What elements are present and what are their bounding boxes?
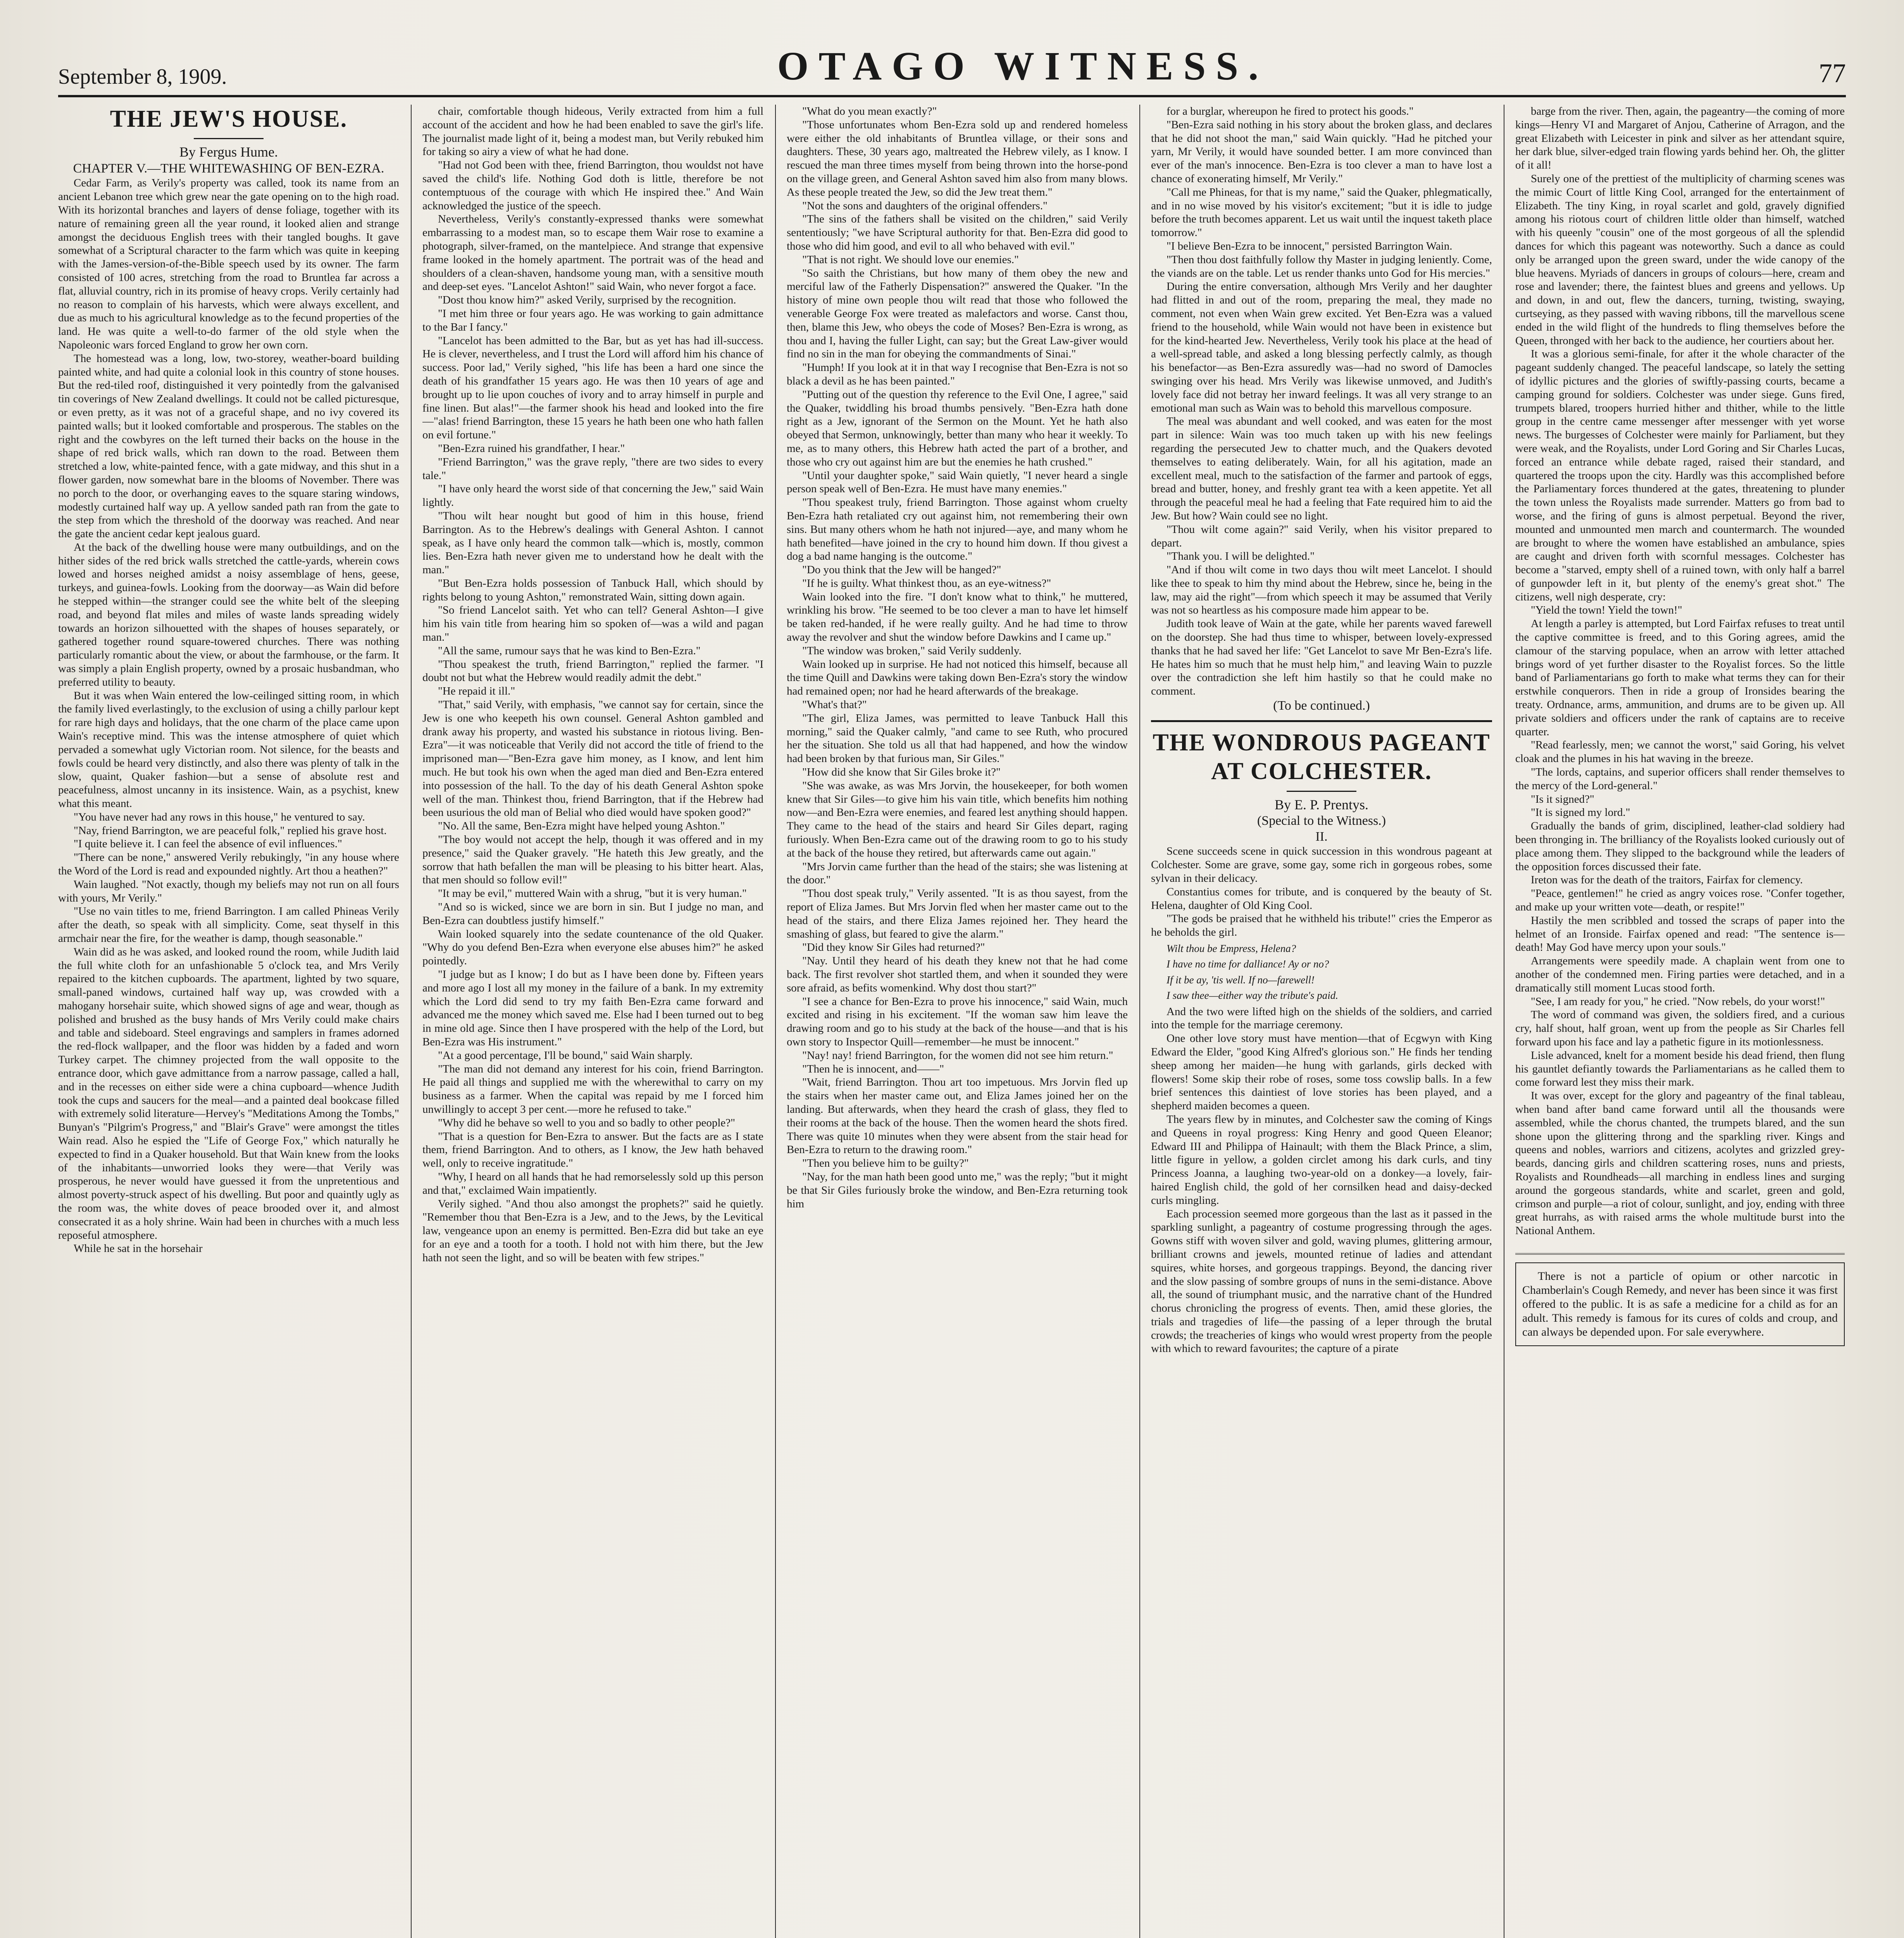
paragraph: Judith took leave of Wain at the gate, while her parents waved farewell on the doorstep. She had thus time to whisper, between lovely-expressed thanks that he had saved her life: "Get Lancelot to save Mr Ben-Ezra's life. He hates him so much that he must help him," and leaving Wain to puzzle over the contradiction she left him hastily so that he could make no comment. bbox=[1151, 617, 1492, 698]
verse-line: Wilt thou be Empress, Helena? bbox=[1167, 943, 1296, 954]
title-rule bbox=[1287, 791, 1356, 792]
paragraph: "It may be evil," muttered Wain with a shrug, "but it is very human." bbox=[438, 887, 747, 900]
paragraph: Wain did as he was asked, and looked round the room, while Judith laid the full white cloth for an unfashionable 5 o'clock tea, and Mrs Verily repaired to the kitchen cupboards. The apartment, lighted by two square, small-paned windows, curtained half way up, was crowded with a mahogany horsehair suite, which showed signs of age and wear, though as polished and brushed as the busy hands of Mrs Verily could make chairs and table and sideboard. Steel engravings and samplers in frames adorned the red-flock wallpaper, and the floor was hidden by a faded and worn Turkey carpet. The chimney projected from the wall opposite to the entrance door, which gave admittance from a narrow passage, called a hall, and in the recesses on either side were a china cupboard—whence Judith took the cups and saucers for the meal—and a painted deal bookcase filled with extremely solid literature—Hervey's "Meditations Among the Tombs," Bunyan's "Pilgrim's Progress," and "Blair's Grave" were amongst the titles Wain read. Also he espied the "Life of George Fox," which naturally he expected to find in a Quaker household. But that Wain knew from the looks of the inhabitants—unworried looks they were—that Verily was prosperous, he never would have guessed it from the unpretentious and almost poverty-struck aspect of his dwelling. But poor and quaintly ugly as the room was, the white doves of peace brooded over it, and almost consecrated it as a holy shrine. Wain had been in churches with a much less reposeful atmosphere. bbox=[58, 945, 399, 1241]
paragraph: "Read fearlessly, men; we cannot the worst," said Goring, his velvet cloak and the plumes in his hat waving in the breeze. bbox=[1515, 739, 1845, 765]
verse-block bbox=[1151, 942, 1492, 1002]
paragraph: At the back of the dwelling house were many outbuildings, and on the hither sides of the red brick walls stretched the cattle-yards, wherein cows lowed and horses neighed amidst a noisy assemblage of hens, geese, turkeys, and guinea-fowls. Looking from the doorway—as Wain did before he stepped within—the stranger could see the white belt of the sleeping road, and beyond flat miles and miles of waste lands spreading widely towards an horizon silhouetted with the shapes of houses separately, or gathered together round square-towered churches. There was nothing particularly romantic about the view, or about the farmhouse, or the farm. It was simply a plain English property, owned by a prosaic husbandman, who preferred utility to beauty. bbox=[58, 541, 399, 688]
paragraph: "See, I am ready for you," he cried. "Now rebels, do your worst!" bbox=[1531, 995, 1825, 1008]
pageant-intro bbox=[1151, 845, 1492, 939]
paragraph: "And if thou wilt come in two days thou wilt meet Lancelot. I should like thee to speak to him thy mind about the Hebrew, since he, being in the law, may aid the right"—from which speech it may be assumed that Verily was not so heartless as his composure made him appear to be. bbox=[1151, 564, 1492, 617]
paragraph: "So saith the Christians, but how many of them obey the new and merciful law of the Fatherly Dispensation?" answered the Quaker. "In the history of mine own people thou wilt read that those who followed the venerable George Fox were treated as malefactors and worse. Canst thou, then, blame this Jew, who obeys the code of Moses? Ben-Ezra is wrong, as thou and I, having the fuller Light, can say; but the Great Law-giver would find no sin in the man for obeying the commandments of Sinai." bbox=[787, 267, 1128, 360]
paragraph: Each procession seemed more gorgeous than the last as it passed in the sparkling sunlight, a pageantry of costume progressing through the ages. Gowns stiff with woven silver and gold, waving plumes, glittering armour, brilliant crowns and jewels, mounted retinue of ladies and attendant squires, white horses, and gorgeous trappings. Beyond, the dancing river and the slow passing of sombre groups of nuns in the semi-distance. Above all, the sound of triumphant music, and the narrative chant of the Hundred chorus chronicling the progress of events. Then, amid these glories, the trials and tragedies of life—the passing of a leper through the brutal crowds; the treacheries of kings who would wrest property from the people with which to reward favourites; the capture of a pirate bbox=[1151, 1207, 1492, 1355]
paragraph: "I met him three or four years ago. He was working to gain admittance to the Bar I fancy." bbox=[422, 307, 763, 333]
paragraph: Lisle advanced, knelt for a moment beside his dead friend, then flung his gauntlet defiantly towards the Parliamentarians as he called them to come forward lest they miss their mark. bbox=[1515, 1049, 1845, 1089]
paragraph: Ireton was for the death of the traitors, Fairfax for clemency. bbox=[1531, 874, 1803, 886]
paragraph: "Then he is innocent, and——" bbox=[802, 1062, 944, 1075]
page-number: 77 bbox=[1818, 59, 1846, 88]
part-number: II. bbox=[1315, 829, 1328, 844]
paragraph: "I have only heard the worst side of that concerning the Jew," said Wain lightly. bbox=[422, 483, 763, 509]
newspaper-title: OTAGO WITNESS. bbox=[777, 44, 1269, 88]
paragraph: "The man did not demand any interest for his coin, friend Barrington. He paid all things and supplied me with the wherewithal to carry on my business as a farmer. When the capital was repaid by me I forced him unwillingly to accept 3 per cent.—more he refused to take." bbox=[422, 1062, 763, 1116]
paragraph: "Then you believe him to be guilty?" bbox=[802, 1157, 969, 1170]
column-1-body bbox=[58, 176, 399, 1255]
paragraph: "Putting out of the question thy reference to the Evil One, I agree," said the Quaker, twiddling his broad thumbs pensively. "Ben-Ezra hath done right as a Jew, ignorant of the Sermon on the Mount. Yet he hath also obeyed that Sermon, unknowingly, better than many who hear it weekly. To me, as to many others, this Hebrew hath acted the part of a brother, and those who cry out against him are but the enemies he hath crushed." bbox=[787, 388, 1128, 468]
paragraph: "The girl, Eliza James, was permitted to leave Tanbuck Hall this morning," said the Quaker calmly, "and came to see Ruth, who procured her the situation. She told us all that had happened, and how the window had been broken by that furious man, Sir Giles." bbox=[787, 712, 1128, 765]
column-divider bbox=[775, 105, 776, 1938]
paragraph: Wain looked into the fire. "I don't know what to think," he muttered, wrinkling his brow. "He seemed to be too clever a man to have let himself be taken red-handed, if he were really guilty. And he had time to throw away the revolver and shut the window before Dawkins and I came up." bbox=[787, 590, 1128, 644]
paragraph: "Thank you. I will be delighted." bbox=[1167, 550, 1315, 563]
paragraph: Arrangements were speedily made. A chaplain went from one to another of the condemned men. Firing parties were detached, and in a dramatically still moment Lucas stood forth. bbox=[1515, 955, 1845, 994]
paragraph: "What do you mean exactly?" bbox=[802, 105, 937, 117]
column-4-body bbox=[1151, 105, 1492, 698]
paragraph: "Why, I heard on all hands that he had remorselessly sold up this person and that," exclaimed Wain impatiently. bbox=[422, 1170, 763, 1197]
column-5 bbox=[1515, 105, 1845, 1938]
paragraph: "If he is guilty. What thinkest thou, as an eye-witness?" bbox=[802, 577, 1051, 590]
paragraph: "All the same, rumour says that he was kind to Ben-Ezra." bbox=[438, 644, 701, 657]
special-note: (Special to the Witness.) bbox=[1257, 813, 1386, 828]
paragraph: Surely one of the prettiest of the multiplicity of charming scenes was the mimic Court of little King Cool, arranged for the entertainment of Elizabeth. The tiny King, in royal scarlet and gold, gravely dignified among his riotous court of children little older than himself, watched with his queenly "cousin" one of the most gorgeous of all the splendid dances for which this pageant was noteworthy. Such a dance as could only be arranged upon the green sward, under the wide canopy of the blue heavens. Myriads of dancers in groups of colours—here, cream and rose and lavender; there, the faintest blues and greens and yellows. Up and down, in and out, flew the dancers, turning, twisting, swaying, curtseying, as they passed with waving ribbons, till the marvellous scene ended in the wild flight of the hundreds to fling themselves before the Queen, thronged with her back to the audience, her courtiers about her. bbox=[1515, 172, 1845, 347]
paragraph: "Use no vain titles to me, friend Barrington. I am called Phineas Verily after the death, so speak with all simplicity. Come, seat thyself in this armchair near the fire, for the weather is damp, though seasonable." bbox=[58, 905, 399, 945]
byline-prentys: By E. P. Prentys. bbox=[1274, 797, 1369, 812]
paragraph: "But Ben-Ezra holds possession of Tanbuck Hall, which should by rights belong to young Ashton," remonstrated Wain, sitting down again. bbox=[422, 577, 763, 603]
pageant-body bbox=[1151, 1005, 1492, 1356]
paragraph: "Wait, friend Barrington. Thou art too impetuous. Mrs Jorvin fled up the stairs when her master came out, and Eliza James joined her on the landing. But afterwards, when they heard the crash of glass, they fled to their rooms at the back of the house. Then the women heard the shots fired. There was quite 10 minutes when they were absent from the stair head for Ben-Ezra to return to the drawing room." bbox=[787, 1076, 1128, 1156]
paragraph: "The lords, captains, and superior officers shall render themselves to the mercy of the Lord-general." bbox=[1515, 766, 1845, 792]
paragraph: "I judge but as I know; I do but as I have been done by. Fifteen years and more ago I lost all my money in the failure of a bank. In my extremity which the Lord did send to try my faith Ben-Ezra came forward and advanced me the money which saved me. Else had I been turned out to beg in mine old age. Since then I have prospered with the help of the Lord, but Ben-Ezra was His instrument." bbox=[422, 968, 763, 1048]
story-separator bbox=[1151, 720, 1492, 722]
column-5-body bbox=[1515, 105, 1845, 1238]
paragraph: "Thou speakest truly, friend Barrington. Those against whom cruelty Ben-Ezra hath retaliated cry out against him, not remembering their own sins. But many others whom he hath not injured—aye, and many whom he hath benefited—have joined in the cry to hound him down. If thou givest a dog a bad name hanging is the outcome." bbox=[787, 496, 1128, 563]
paragraph: "Nay, for the man hath been good unto me," was the reply; "but it might be that Sir Giles furiously broke the window, and Ben-Ezra returning took him bbox=[787, 1170, 1128, 1210]
paragraph: At length a parley is attempted, but Lord Fairfax refuses to treat until the captive committee is freed, and to this Goring agrees, amid the clamour of the starving populace, when an arrow with letter attached brings word of yet further disaster to the Royalist forces. So the little band of Parliamentarians go forth to make what terms they can for their erstwhile conquerors. Then in ride a group of Ironsides bearing the treaty. Ordnance, arms, ammunition, and drums are to be given up. All private soldiers and officers under the rank of captains are to receive quarter. bbox=[1515, 617, 1845, 738]
paragraph: Cedar Farm, as Verily's property was called, took its name from an ancient Lebanon tree which grew near the gate opening on to the high road. With its horizontal branches and layers of dense foliage, together with its nature of remaining green all the year round, it looked alien and strange amongst the deciduous English trees with their tangled boughs. It gave somewhat of a Scriptural character to the farm which was quite in keeping with the James-version-of-the-Bible speech used by its owner. The farm consisted of 100 acres, stretching from the road to Bruntlea far across a flat, alluvial country, rich in its promise of heavy crops. Verily certainly had no reason to complain of his harvests, which were always excellent, and due as much to his agricultural knowledge as to the fecund properties of the land. He was quite a well-to-do farmer of the old style when the Napoleonic wars forced England to grow her own corn. bbox=[58, 177, 399, 351]
paragraph: "Peace, gentlemen!" he cried as angry voices rose. "Confer together, and make up your written vote—death, or respite!" bbox=[1515, 887, 1845, 914]
paragraph: "Do you think that the Jew will be hanged?" bbox=[802, 564, 1001, 576]
paragraph: "The gods be praised that he withheld his tribute!" cries the Emperor as he beholds the girl. bbox=[1151, 912, 1492, 939]
paragraph: "Not the sons and daughters of the original offenders." bbox=[802, 199, 1048, 212]
column-2 bbox=[422, 105, 763, 1938]
column-3 bbox=[787, 105, 1128, 1938]
paragraph: It was over, except for the glory and pageantry of the final tableau, when band after band came forward until all the thousands were assembled, while the chorus chanted, the trumpets blared, and the sun shone upon the glittering throng and the sparkling river. Kings and queens and nobles, warriors and citizens, acolytes and grizzled grey-beards, dancing girls and children scattering roses, nuns and priests, Royalists and Roundheads—all marching in endless lines and surging around the gorgeous standards, white and scarlet, green and gold, crimson and purple—a riot of colour, sunlight, and joy, ending with three great hurrahs, as with raised arms the whole multitude burst into the National Anthem. bbox=[1515, 1090, 1845, 1237]
paragraph: "Dost thou know him?" asked Verily, surprised by the recognition. bbox=[438, 294, 736, 307]
verse-line: I have no time for dalliance! Ay or no? bbox=[1167, 958, 1329, 970]
paragraph: "You have never had any rows in this house," he ventured to say. bbox=[74, 810, 365, 823]
column-2-body bbox=[422, 105, 763, 1265]
story-title-jews-house: THE JEW'S HOUSE. bbox=[110, 106, 348, 132]
paragraph: "Yield the town! Yield the town!" bbox=[1531, 604, 1682, 617]
chapter-heading: CHAPTER V.—THE WHITEWASHING OF BEN-EZRA. bbox=[73, 161, 384, 176]
column-1 bbox=[58, 105, 399, 1938]
paragraph: Nevertheless, Verily's constantly-expressed thanks were somewhat embarrassing to a modest man, so to escape them Wair rose to examine a photograph, silver-framed, on the mantelpiece. And strange that expensive frame looked in the homely apartment. The portrait was of the head and shoulders of a clean-shaven, handsome young man, with a sensitive mouth and deep-set eyes. "Lancelot Ashton!" said Wain, who never forgot a face. bbox=[422, 213, 763, 293]
paragraph: "The sins of the fathers shall be visited on the children," said Verily sententiously; "we have Scriptural authority for that. Ben-Ezra did good to those who did him good, and evil to all who behaved with evil." bbox=[787, 213, 1128, 252]
paragraph: Wain looked squarely into the sedate countenance of the old Quaker. "Why do you defend Ben-Ezra when everyone else abuses him?" he asked pointedly. bbox=[422, 928, 763, 967]
paragraph: "At a good percentage, I'll be bound," said Wain sharply. bbox=[438, 1049, 693, 1062]
paragraph: "What's that?" bbox=[802, 698, 867, 711]
paragraph: "Friend Barrington," was the grave reply, "there are two sides to every tale." bbox=[422, 455, 763, 482]
paragraph: But it was when Wain entered the low-ceilinged sitting room, in which the family lived everlastingly, to the exclusion of using a chilly parlour kept for rare high days and holidays, that the one charm of the place came upon Wain's receptive mind. This was the intense atmosphere of quiet which pervaded a somewhat ugly Victorian room. Not silence, for the beasts and fowls could be heard very distinctly, and also there was plenty of talk in the slow, quaint, Quaker fashion—but a sense of absolute rest and peacefulness, almost uncanny in its insistence. Wain, as a psychist, knew what this meant. bbox=[58, 689, 399, 810]
paragraph: "Nay, friend Barrington, we are peaceful folk," replied his grave host. bbox=[74, 824, 387, 837]
paragraph: It was a glorious semi-finale, for after it the whole character of the pageant suddenly changed. The peaceful landscape, so lately the setting of idyllic pictures and the glories of swiftly-passing courts, became a camping ground for soldiers. Colchester was under siege. Guns fired, trumpets blared, troopers hurried hither and thither, while to the little group in the centre came messenger after messenger with yet worse news. The burgesses of Colchester were mainly for Parliament, but they were weak, and the Royalists, under Lord Goring and Sir Charles Lucas, forced an entrance while debate raged, raised their standard, and quartered the troops upon the city. Hardly was this accomplished before the Parliamentary forces thundered at the gates, threatening to plunder the town unless the Royalists made surrender. Matters go from bad to worse, and the firing of guns is almost perpetual. Beyond the river, mounted and unmounted men march and countermarch. The wounded are brought to where the women have established an ambulance, spies are caught and driven forth with scornful messages. Colchester has become a "starved, empty shell of a ruined town, with only half a barrel of gunpowder left in it, but plenty of the enemy's great shot." The citizens, well nigh desperate, cry: bbox=[1515, 348, 1845, 603]
paragraph: barge from the river. Then, again, the pageantry—the coming of more kings—Henry VI and Margaret of Anjou, Catherine of Arragon, and the great Elizabeth with Leicester in pink and silver as her attendant squire, her dark blue, silver-edged train flowing yards behind her. Oh, the glitter of it all! bbox=[1515, 105, 1845, 172]
paragraph: The years flew by in minutes, and Colchester saw the coming of Kings and Queens in royal progress: King Henry and good Queen Eleanor; Edward III and Philippa of Hainault; with them the Black Prince, a slim, little figure in yellow, a golden circlet among his dark curls, and tiny Princess Joanna, a laughing two-year-old on a donkey—a lovely, fair-haired English child, the gold of her cornsilken head and daisy-decked curls mingling. bbox=[1151, 1113, 1492, 1207]
paragraph: Verily sighed. "And thou also amongst the prophets?" said he quietly. "Remember thou that Ben-Ezra is a Jew, and to the Jews, by the Levitical law, vengeance upon an enemy is permitted. Ben-Ezra did but take an eye for an eye and a tooth for a tooth. I hold not with him there, but the Jew hath not seen the light, and so will be beaten with few stripes." bbox=[422, 1197, 763, 1264]
paragraph: "The window was broken," said Verily suddenly. bbox=[802, 644, 1022, 657]
column-divider bbox=[1139, 105, 1140, 1938]
paragraph: "Ben-Ezra said nothing in his story about the broken glass, and declares that he did not shoot the man," said Wain quickly. "Had he pitched your yarn, Mr Verily, it would have sounded better. I am more convinced than ever of the man's innocence. Ben-Ezra is too clever a man to have lost a chance of exonerating himself, Mr Verily." bbox=[1151, 118, 1492, 185]
paragraph: "I see a chance for Ben-Ezra to prove his innocence," said Wain, much excited and rising in his excitement. "If the woman saw him leave the drawing room and go to his study at the back of the house—and that is his own story to Inspector Quill—remember—he must be innocent." bbox=[787, 995, 1128, 1048]
paragraph: While he sat in the horsehair bbox=[74, 1242, 203, 1255]
paragraph: chair, comfortable though hideous, Verily extracted from him a full account of the accident and how he had been enabled to save the girl's life. The journalist made light of it, being a modest man, but Verily rebuked him for taking so airy a view of what he had done. bbox=[422, 105, 763, 158]
paragraph: "It is signed my lord." bbox=[1531, 806, 1630, 819]
paragraph: "He repaid it ill." bbox=[438, 685, 515, 698]
paragraph: "Humph! If you look at it in that way I recognise that Ben-Ezra is not so black a devil as he has been painted." bbox=[787, 361, 1128, 387]
paragraph: The homestead was a long, low, two-storey, weather-board building painted white, and had quite a colonial look in this country of stone houses. But the red-tiled roof, distinguished it very pointedly from the galvanised tin coverings of New Zealand dwellings. It could not be called picturesque, or even pretty, as it was not of a graceful shape, and no ivy covered its painted walls; but it looked comfortable and prosperous. The stables on the right and the cowbyres on the left turned their backs on the house in the shape of red brick walls, which ran down to the road. Between them stretched a low, white-painted fence, with a gate midway, and this shut in a flower garden, now somewhat bare in the blooms of November. There was no porch to the door, or overhanging eaves to the square staring windows, modestly curtained half way up. A yellow sanded path ran from the gate to the step from which the threshold of the doorway was reached. And near the gate the ancient cedar kept jealous guard. bbox=[58, 352, 399, 540]
paragraph: "Then thou dost faithfully follow thy Master in judging leniently. Come, the viands are on the table. Let us render thanks unto God for His mercies." bbox=[1151, 253, 1492, 279]
paragraph: "She was awake, as was Mrs Jorvin, the housekeeper, for both women knew that Sir Giles—to give him his vain title, which benefits him nothing now—and Ben-Ezra were enemies, and feared lest anything should happen. They came to the head of the stairs and heard Sir Giles depart, raging furiously. When Ben-Ezra came out of the drawing room to go to his study at the back of the house they retired, but afterwards came out again." bbox=[787, 779, 1128, 859]
paragraph: for a burglar, whereupon he fired to protect his goods." bbox=[1167, 105, 1414, 117]
paragraph: "Call me Phineas, for that is my name," said the Quaker, phlegmatically, and in no wise moved by his visitor's excitement; "but it is idle to judge before the truth becomes apparent. Let us wait until the inquest taketh place tomorrow." bbox=[1151, 186, 1492, 239]
paragraph: One other love story must have mention—that of Ecgwyn with King Edward the Elder, "good King Alfred's glorious son." He finds her tending sheep among her maiden—he hung with garlands, girls decked with flowers! Some skip their robe of roses, some toss cowslip balls. In a few brief sentences this daintiest of love stories has been played, and a shepherd maiden becomes a queen. bbox=[1151, 1032, 1492, 1112]
paragraph: "Nay. Until they heard of his death they knew not that he had come back. The first revolver shot startled them, and when it sounded they were sore afraid, as befits womenkind. Why dost thou start?" bbox=[787, 955, 1128, 994]
paragraph: "How did she know that Sir Giles broke it?" bbox=[802, 766, 1001, 779]
paragraph: "Nay! nay! friend Barrington, for the women did not see him return." bbox=[802, 1049, 1113, 1062]
paragraph: Hastily the men scribbled and tossed the scraps of paper into the helmet of an Ironside. Fairfax opened and read: "The sentence is—death! May God have mercy upon your souls." bbox=[1515, 914, 1845, 954]
paragraph: "That is not right. We should love our enemies." bbox=[802, 253, 1019, 266]
verse-line: I saw thee—either way the tribute's paid. bbox=[1167, 990, 1338, 1002]
paragraph: "The boy would not accept the help, though it was offered and in my presence," said the Quaker gravely. "He hateth this Jew greatly, and the sorrow that hath befallen the man will be pleasing to his bitter heart. Alas, that men should so follow evil!" bbox=[422, 833, 763, 886]
column-3-body bbox=[787, 105, 1128, 1210]
paragraph: "And so is wicked, since we are born in sin. But I judge no man, and Ben-Ezra can doubtless justify himself." bbox=[422, 901, 763, 927]
masthead-rule bbox=[58, 95, 1846, 97]
paragraph: "I believe Ben-Ezra to be innocent," persisted Barrington Wain. bbox=[1167, 240, 1453, 252]
paragraph: During the entire conversation, although Mrs Verily and her daughter had flitted in and out of the room, preparing the meal, they made no comment, not even when Wain grew excited. Yet Ben-Ezra was a valued friend to the household, while Wain would not have been in existence but for the kind-hearted Jew. Nevertheless, Verily took his place at the head of a well-spread table, and asked a long blessing perfectly calmly, as though his benefactor—as Ben-Ezra assuredly was—had no sword of Damocles swinging over his head. Mrs Verily was likewise unmoved, and Judith's lovely face did not betray her inward feelings. It was all very strange to an emotional man such as Wain was to behold this marvellous composure. bbox=[1151, 280, 1492, 414]
paragraph: "Ben-Ezra ruined his grandfather, I hear." bbox=[438, 442, 625, 455]
paragraph: "Thou speakest the truth, friend Barrington," replied the farmer. "I doubt not but what the Hebrew would readily admit the debt." bbox=[422, 658, 763, 684]
paragraph: "Why did he behave so well to you and so badly to other people?" bbox=[438, 1116, 736, 1129]
paragraph: "Did they know Sir Giles had returned?" bbox=[802, 941, 985, 954]
paragraph: The word of command was given, the soldiers fired, and a curious cry, half shout, half groan, went up from the people as Sir Charles fell forward upon his face and lay a pathetic figure in its motionlessness. bbox=[1515, 1009, 1845, 1048]
paragraph: "No. All the same, Ben-Ezra might have helped young Ashton." bbox=[438, 820, 725, 833]
paragraph: And the two were lifted high on the shields of the soldiers, and carried into the temple for the marriage ceremony. bbox=[1151, 1005, 1492, 1031]
verse-line: If it be ay, 'tis well. If no—farewell! bbox=[1167, 974, 1315, 986]
paragraph: "Thou wilt hear nought but good of him in this house, friend Barrington. As to the Hebrew's dealings with General Ashton. I cannot speak, as I have only heard the common talk—which is, mostly, common lies. Ben-Ezra hath never given me to understand how he dealt with the man." bbox=[422, 509, 763, 576]
paragraph: "Lancelot has been admitted to the Bar, but as yet has had ill-success. He is clever, nevertheless, and I trust the Lord will afford him his chance of success. Poor lad," Verily sighed, "his life has been a hard one since the death of his grandfather 15 years ago. He was then 10 years of age and brought up to lie upon couches of ivory and to array himself in purple and fine linen. But alas!"—the farmer shook his head and looked into the fire—"alas! friend Barrington, these 15 years he hath been one who hath fallen on evil fortune." bbox=[422, 334, 763, 441]
story-title-pageant: THE WONDROUS PAGEANT AT COLCHESTER. bbox=[1153, 729, 1490, 785]
paragraph: "So friend Lancelot saith. Yet who can tell? General Ashton—I give him his vain title from hearing him so spoken of—was a wild and pagan man." bbox=[422, 604, 763, 644]
paragraph: Gradually the bands of grim, disciplined, leather-clad soldiery had been thronging in. The brilliancy of the Royalists looked curiously out of place among them. They slipped to the background while the leaders of the opposition forces discussed their fate. bbox=[1515, 820, 1845, 873]
paragraph: Wain laughed. "Not exactly, though my beliefs may not run on all fours with yours, Mr Verily." bbox=[58, 878, 399, 904]
title-rule bbox=[194, 138, 264, 139]
paragraph: "Thou dost speak truly," Verily assented. "It is as thou sayest, from the report of Eliza James. But Mrs Jorvin fled when her master came out to the head of the stairs, and there Eliza James rejoined her. They heard the smashing of glass, but feared to give the alarm." bbox=[787, 887, 1128, 940]
paragraph: Constantius comes for tribute, and is conquered by the beauty of St. Helena, daughter of Old King Cool. bbox=[1151, 885, 1492, 912]
paragraph: Wain looked up in surprise. He had not noticed this himself, because all the time Quill and Dawkins were taking down Ben-Ezra's story the window had remained open; nor had he heard afterwards of the breakage. bbox=[787, 658, 1128, 698]
paragraph: "Is it signed?" bbox=[1531, 793, 1594, 805]
paragraph: "That is a question for Ben-Ezra to answer. But the facts are as I state them, friend Barrington. And to others, as I know, the Jew hath behaved well, only to receive ingratitude." bbox=[422, 1130, 763, 1170]
byline-hume: By Fergus Hume. bbox=[179, 144, 278, 160]
paragraph: "That," said Verily, with emphasis, "we cannot say for certain, since the Jew is one who keepeth his own counsel. General Ashton gambled and drank away his property, and wasted his substance in riotous living. Ben-Ezra"—it was noticeable that Verily did not accord the title of friend to the imprisoned man—"Ben-Ezra gave him money, as I know, and lent him much. He but took his own when the aged man died and Ben-Ezra entered into possession of the hall. To the day of his death General Ashton spoke well of the man. Thinkest thou, friend Barrington, that if the Hebrew had been usurious the old man of Belial who died would have spoken good?" bbox=[422, 698, 763, 819]
paragraph: "There can be none," answered Verily rebukingly, "in any house where the Word of the Lord is read and expounded nightly. Art thou a heathen?" bbox=[58, 851, 399, 878]
column-divider bbox=[411, 105, 412, 1938]
advert-text: There is not a particle of opium or other narcotic in Chamberlain's Cough Remedy, and never has been since it was first offered to the public. It is as safe a medicine for a child as for an adult. This remedy is famous for its cures of colds and croup, and can always be depended upon. For sale everywhere. bbox=[1522, 1269, 1838, 1338]
paragraph: "Until your daughter spoke," said Wain quietly, "I never heard a single person speak well of Ben-Ezra. He must have many enemies." bbox=[787, 469, 1128, 495]
to-be-continued: (To be continued.) bbox=[1273, 698, 1370, 713]
paragraph: "Had not God been with thee, friend Barrington, thou wouldst not have saved the child's life. Nothing God doth is little, therefore be not contemptuous of the courage with which He inspired thee." And Wain acknowledged the justice of the speech. bbox=[422, 159, 763, 212]
issue-date: September 8, 1909. bbox=[58, 65, 227, 89]
masthead bbox=[58, 27, 1846, 89]
paragraph: "Mrs Jorvin came further than the head of the stairs; she was listening at the door." bbox=[787, 860, 1128, 886]
paragraph: Scene succeeds scene in quick succession in this wondrous pageant at Colchester. Some are grave, some gay, some rich in gorgeous robes, some sylvan in their delicacy. bbox=[1151, 845, 1492, 885]
paragraph: The meal was abundant and well cooked, and was eaten for the most part in silence: Wain was too much taken up with his new feelings regarding the persecuted Jew to chatter much, and the Quakers devoted themselves to eating deliberately. Wain, for all his agitation, made an excellent meal, much to the satisfaction of the farmer and partook of eggs, bread and butter, honey, and freshly grant tea with a keen appetite. Yet all through the peaceful meal he had a feeling that Fate required him to aid the Jew. But how? Wain could see no light. bbox=[1151, 415, 1492, 522]
paragraph: "Thou wilt come again?" said Verily, when his visitor prepared to depart. bbox=[1151, 523, 1492, 549]
advertisement bbox=[1515, 1253, 1845, 1346]
paragraph: "I quite believe it. I can feel the absence of evil influences." bbox=[74, 838, 342, 850]
paragraph: "Those unfortunates whom Ben-Ezra sold up and rendered homeless were either the old inhabitants of Bruntlea village, or their sons and daughters. These, 30 years ago, maltreated the Hebrew vilely, as I know. I rescued the man three times myself from being thrown into the horse-pond on the village green, and General Ashton saved him also from many blows. As these people treated the Jew, so did the Jew treat them." bbox=[787, 118, 1128, 198]
column-4 bbox=[1151, 105, 1492, 1938]
